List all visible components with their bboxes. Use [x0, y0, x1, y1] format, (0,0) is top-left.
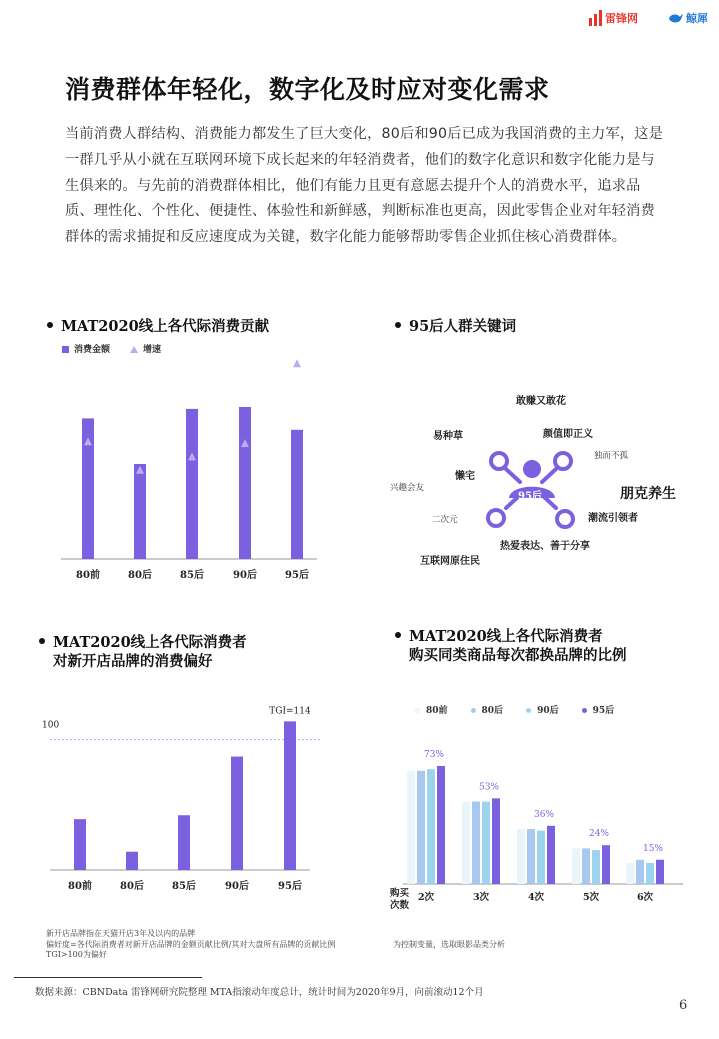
bar-90后-2次 [427, 769, 435, 884]
bar-80后-6次 [636, 860, 644, 884]
section-title-new-brand-preference: MAT2020线上各代际消费者 对新开店品牌的消费偏好 [39, 633, 247, 671]
section-title-brand-switch-ratio: MAT2020线上各代际消费者 购买同类商品每次都换品牌的比例 [395, 627, 627, 665]
x-tick-label: 90后 [233, 570, 257, 581]
value-label: 36% [533, 809, 555, 820]
bullet-icon [39, 638, 45, 644]
value-label: 53% [478, 782, 500, 793]
keyword-8: 潮流引领者 [588, 513, 638, 524]
whale-icon [668, 11, 684, 25]
chart-new-brand-preference [40, 686, 340, 896]
circle-icon [526, 708, 531, 713]
legend-90after: 90后 [526, 703, 559, 716]
bar-preference-0 [74, 819, 86, 870]
page-title: 消费群体年轻化，数字化及时应对变化需求 [65, 75, 550, 104]
bar-preference-4 [284, 721, 296, 870]
keyword-9: 热爱表达、善于分享 [500, 541, 590, 552]
keyword-6: 朋克养生 [620, 486, 676, 502]
page-number: 6 [679, 998, 688, 1013]
reference-label: 100 [42, 720, 60, 731]
keyword-5: 兴趣会友 [390, 483, 425, 493]
chart3-note: 为控制变量，选取眼影品类分析 [393, 940, 505, 949]
bar-80后-4次 [527, 829, 535, 884]
bar-95后-2次 [437, 766, 445, 884]
section-title-consumption-contribution: MAT2020线上各代际消费贡献 [47, 317, 269, 336]
x-tick-label: 80前 [76, 570, 100, 581]
bar-95后-5次 [602, 845, 610, 884]
legend-growth: 增速 [130, 342, 161, 355]
bar-90后-5次 [592, 850, 600, 884]
bar-90后-3次 [482, 802, 490, 884]
keyword-4: 懒宅 [455, 471, 475, 482]
x-tick-label: 2次 [417, 892, 435, 903]
value-label: 15% [642, 843, 664, 854]
x-tick-label: 80后 [128, 570, 152, 581]
bullet-icon [395, 322, 401, 328]
bullet-icon [395, 632, 401, 638]
bar-preference-3 [231, 757, 243, 870]
x-tick-label: 85后 [180, 570, 204, 581]
keyword-2: 颜值即正义 [543, 429, 593, 440]
bar-80前-6次 [626, 863, 634, 884]
keyword-top: 敢赚又敢花 [516, 396, 566, 407]
bullet-icon [47, 322, 53, 328]
bar-preference-2 [178, 815, 190, 870]
leiphone-logo-mark-icon [589, 10, 602, 26]
x-tick-label: 95后 [285, 570, 309, 581]
jingxi-logo-text: 鲸犀 [686, 12, 708, 25]
x-tick-label: 85后 [172, 881, 196, 892]
keyword-10: 互联网原住民 [420, 556, 480, 567]
keyword-7: 二次元 [432, 515, 458, 525]
legend-80before: 80前 [415, 703, 448, 716]
circle-icon [582, 708, 587, 713]
bar-amount-3 [239, 407, 251, 559]
bar-80后-5次 [582, 848, 590, 884]
intro-paragraph: 当前消费人群结构、消费能力都发生了巨大变化，80后和90后已成为我国消费的主力军，这是一群几乎从小就在互联网环境下成长起来的年轻消费者，他们的数字化意识和数字化能力是与生俱来的。与先前的消费群体相比，他们有能力且更有意愿去提升个人的消费水平，追求品质、理性化、个性化、便捷性、体验性和新鲜感，判断标准也更高，因此零售企业对年轻消费群体的需求捕捉和反应速度成为关键，数字化能力能够帮助零售企业抓住核心消费群体。 [65, 126, 664, 246]
x-tick-label: 80前 [68, 881, 92, 892]
bar-preference-1 [126, 852, 138, 870]
x-tick-label: 5次 [582, 892, 600, 903]
bar-95后-3次 [492, 798, 500, 884]
chart3-legend [415, 703, 614, 716]
bar-amount-1 [134, 464, 146, 559]
leiphone-logo-text: 雷锋网 [605, 12, 638, 25]
circle-icon [415, 708, 420, 713]
bar-95后-6次 [656, 860, 664, 884]
bar-90后-4次 [537, 831, 545, 884]
x-tick-label: 3次 [472, 892, 490, 903]
legend-80after: 80后 [471, 703, 504, 716]
bar-80前-2次 [407, 771, 415, 884]
tgi-label: TGI=114 [269, 706, 311, 717]
data-source: 数据来源：CBNData 雷锋网研究院整理 MTA指滚动年度总计，统计时间为2020年9月，向前滚动12个月 [35, 987, 484, 998]
bar-80后-3次 [472, 802, 480, 884]
marker-growth-4 [293, 359, 301, 367]
leiphone-logo [589, 8, 638, 28]
bar-80前-4次 [517, 829, 525, 884]
bar-95后-4次 [547, 826, 555, 884]
x-tick-label: 90后 [225, 881, 249, 892]
circle-icon [471, 708, 476, 713]
x-tick-label: 6次 [636, 892, 654, 903]
legend-95after: 95后 [582, 703, 615, 716]
chart-notes: 新开店品牌指在天猫开店3年及以内的品牌 偏好度=各代际消费者对新开店品牌的金额贡献比例/其对大盘所有品牌的贡献比例 TGI>100为偏好 [46, 929, 336, 959]
bar-80前-3次 [462, 802, 470, 884]
chart-consumption-contribution [55, 350, 345, 590]
bar-90后-6次 [646, 863, 654, 884]
section-title-95-keywords: 95后人群关键词 [395, 317, 516, 336]
keyword-hub-diagram [470, 435, 590, 535]
bar-amount-4 [291, 430, 303, 559]
x-axis-label-line2: 次数 [390, 900, 410, 911]
x-axis-label-line1: 购买 [390, 888, 410, 899]
jingxi-logo [668, 8, 708, 28]
legend-amount: 消费金额 [62, 342, 110, 355]
value-label: 24% [588, 829, 610, 840]
keyword-3: 独而不孤 [594, 451, 629, 461]
footer-divider [14, 977, 202, 978]
keyword-1: 易种草 [433, 431, 463, 442]
x-tick-label: 95后 [278, 881, 302, 892]
keyword-center: 95后 [518, 491, 542, 502]
x-tick-label: 4次 [527, 892, 545, 903]
value-label: 73% [423, 750, 445, 760]
bar-80前-5次 [572, 848, 580, 884]
x-tick-label: 80后 [120, 881, 144, 892]
bar-amount-2 [186, 409, 198, 559]
chart-brand-switch-ratio [385, 725, 695, 915]
bar-80后-2次 [417, 771, 425, 884]
